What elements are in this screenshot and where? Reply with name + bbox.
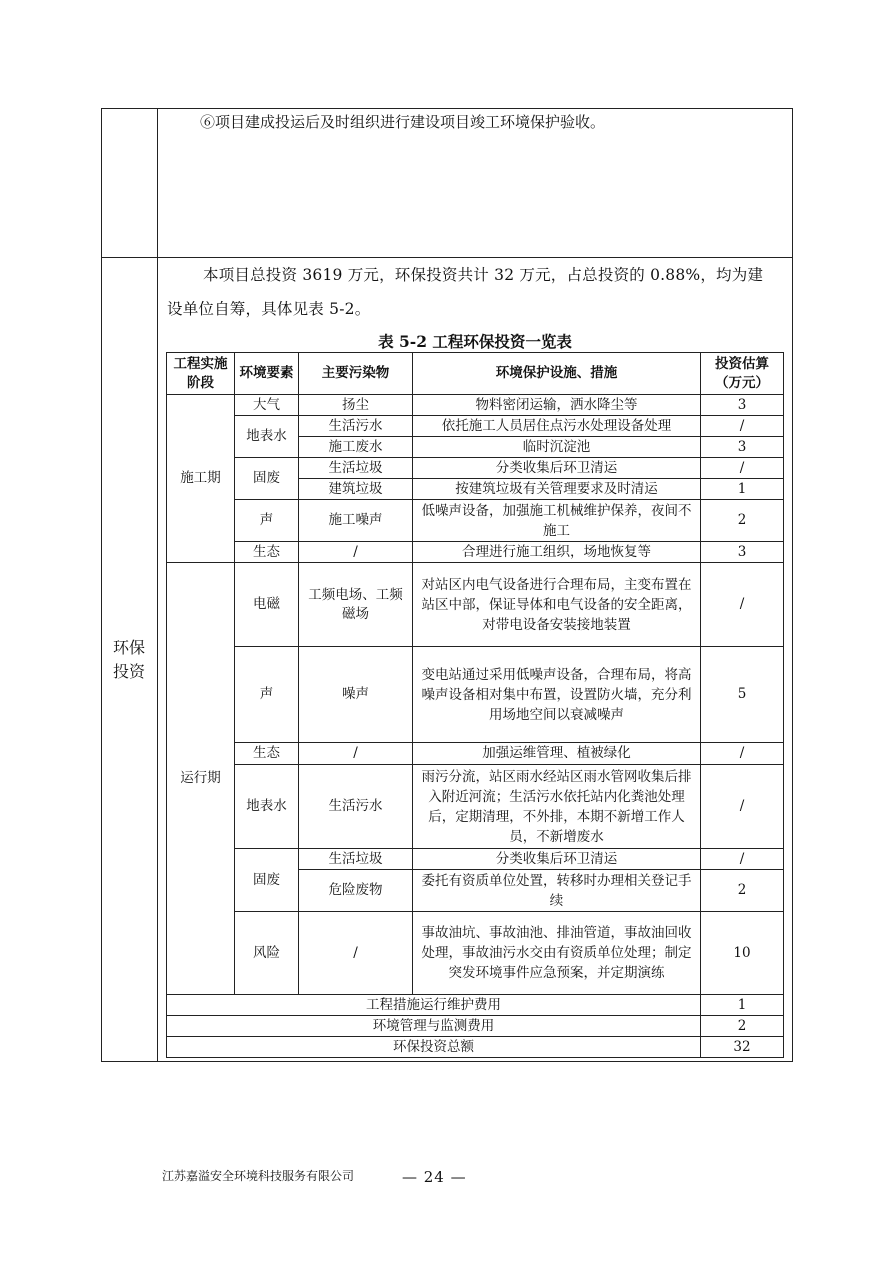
pollutant-cell: 危险废物 [299,870,413,912]
summary-label: 环境管理与监测费用 [167,1016,701,1037]
table-row [167,647,784,743]
element-cell: 地表水 [235,416,299,458]
element-cell: 声 [235,500,299,542]
summary-cost: 2 [701,1016,784,1037]
table-row [167,500,784,542]
measure-cell: 变电站通过采用低噪声设备，合理布局，将高噪声设备相对集中布置，设置防火墙，充分利用场地空间以衰减噪声 [413,647,701,743]
element-cell: 声 [235,647,299,743]
cost-cell: 2 [701,500,784,542]
header-pollutant: 主要污染物 [299,353,413,395]
cost-cell: / [701,743,784,765]
table-row [167,743,784,765]
measure-cell: 分类收集后环卫清运 [413,849,701,870]
table-row [167,542,784,563]
element-cell: 固废 [235,849,299,912]
table-row [167,395,784,416]
summary-label: 工程措施运行维护费用 [167,995,701,1016]
measure-cell: 雨污分流，站区雨水经站区雨水管网收集后排入附近河流；生活污水依托站内化粪池处理后，定期清理，不外排，本期不新增工作人员，不新增废水 [413,765,701,849]
pollutant-cell: 生活垃圾 [299,458,413,479]
acceptance-item: ⑥项目建成投运后及时组织进行建设项目竣工环境保护验收。 [200,113,606,131]
pollutant-cell: 施工废水 [299,437,413,458]
cost-cell: 3 [701,437,784,458]
investment-table [166,352,784,1058]
measure-cell: 物料密闭运输，洒水降尘等 [413,395,701,416]
element-cell: 生态 [235,743,299,765]
table-row [167,416,784,437]
investment-intro: 本项目总投资 3619 万元，环保投资共计 32 万元，占总投资的 0.88%，均为建设单位自筹，具体见表 5-2。 [167,266,764,318]
phase-cell: 施工期 [167,395,235,563]
pollutant-cell: / [299,542,413,563]
pollutant-cell: 生活污水 [299,765,413,849]
measure-cell: 按建筑垃圾有关管理要求及时清运 [413,479,701,500]
header-measure: 环境保护设施、措施 [413,353,701,395]
summary-cost: 1 [701,995,784,1016]
element-cell: 生态 [235,542,299,563]
table-row [167,912,784,995]
pollutant-cell: 工频电场、工频磁场 [299,563,413,647]
phase-cell: 运行期 [167,563,235,995]
summary-row [167,1016,784,1037]
section-label [101,636,157,684]
cost-cell: 3 [701,395,784,416]
pollutant-cell: 生活污水 [299,416,413,437]
footer-company: 江苏嘉溢安全环境科技服务有限公司 [162,1169,355,1183]
cost-cell: 5 [701,647,784,743]
measure-cell: 分类收集后环卫清运 [413,458,701,479]
pollutant-cell: 生活垃圾 [299,849,413,870]
element-cell: 电磁 [235,563,299,647]
element-cell: 大气 [235,395,299,416]
cost-cell: / [701,416,784,437]
measure-cell: 事故油坑、事故油池、排油管道，事故油回收处理，事故油污水交由有资质单位处理；制定突发环境事件应急预案，并定期演练 [413,912,701,995]
header-element: 环境要素 [235,353,299,395]
cost-cell: 1 [701,479,784,500]
cost-cell: / [701,765,784,849]
measure-cell: 加强运维管理、植被绿化 [413,743,701,765]
measure-cell: 依托施工人员居住点污水处理设备处理 [413,416,701,437]
element-cell: 风险 [235,912,299,995]
cost-cell: / [701,563,784,647]
element-cell: 固废 [235,458,299,500]
element-cell: 地表水 [235,765,299,849]
pollutant-cell: 扬尘 [299,395,413,416]
measure-cell: 委托有资质单位处置，转移时办理相关登记手续 [413,870,701,912]
pollutant-cell: 建筑垃圾 [299,479,413,500]
summary-row [167,1037,784,1058]
page-number: — 24 — [402,1168,467,1186]
table-row [167,849,784,870]
table-caption: 表 5-2 工程环保投资一览表 [378,332,572,351]
cost-cell: / [701,458,784,479]
pollutant-cell: / [299,912,413,995]
measure-cell: 合理进行施工组织，场地恢复等 [413,542,701,563]
pollutant-cell: 噪声 [299,647,413,743]
table-header-row [167,353,784,395]
section-label-line-2: 投资 [112,662,145,681]
cost-cell: 10 [701,912,784,995]
pollutant-cell: / [299,743,413,765]
measure-cell: 对站区内电气设备进行合理布局，主变布置在站区中部，保证导体和电气设备的安全距离，对带电设备安装接地装置 [413,563,701,647]
cost-cell: / [701,849,784,870]
table-row [167,563,784,647]
cost-cell: 3 [701,542,784,563]
summary-label: 环保投资总额 [167,1037,701,1058]
section-label-line-1: 环保 [112,638,145,657]
table-row [167,458,784,479]
cost-cell: 2 [701,870,784,912]
header-cost: 投资估算（万元） [701,353,784,395]
column-divider [157,108,158,1062]
pollutant-cell: 施工噪声 [299,500,413,542]
summary-cost: 32 [701,1037,784,1058]
measure-cell: 低噪声设备，加强施工机械维护保养，夜间不施工 [413,500,701,542]
header-phase: 工程实施阶段 [167,353,235,395]
table-row [167,765,784,849]
summary-row [167,995,784,1016]
measure-cell: 临时沉淀池 [413,437,701,458]
